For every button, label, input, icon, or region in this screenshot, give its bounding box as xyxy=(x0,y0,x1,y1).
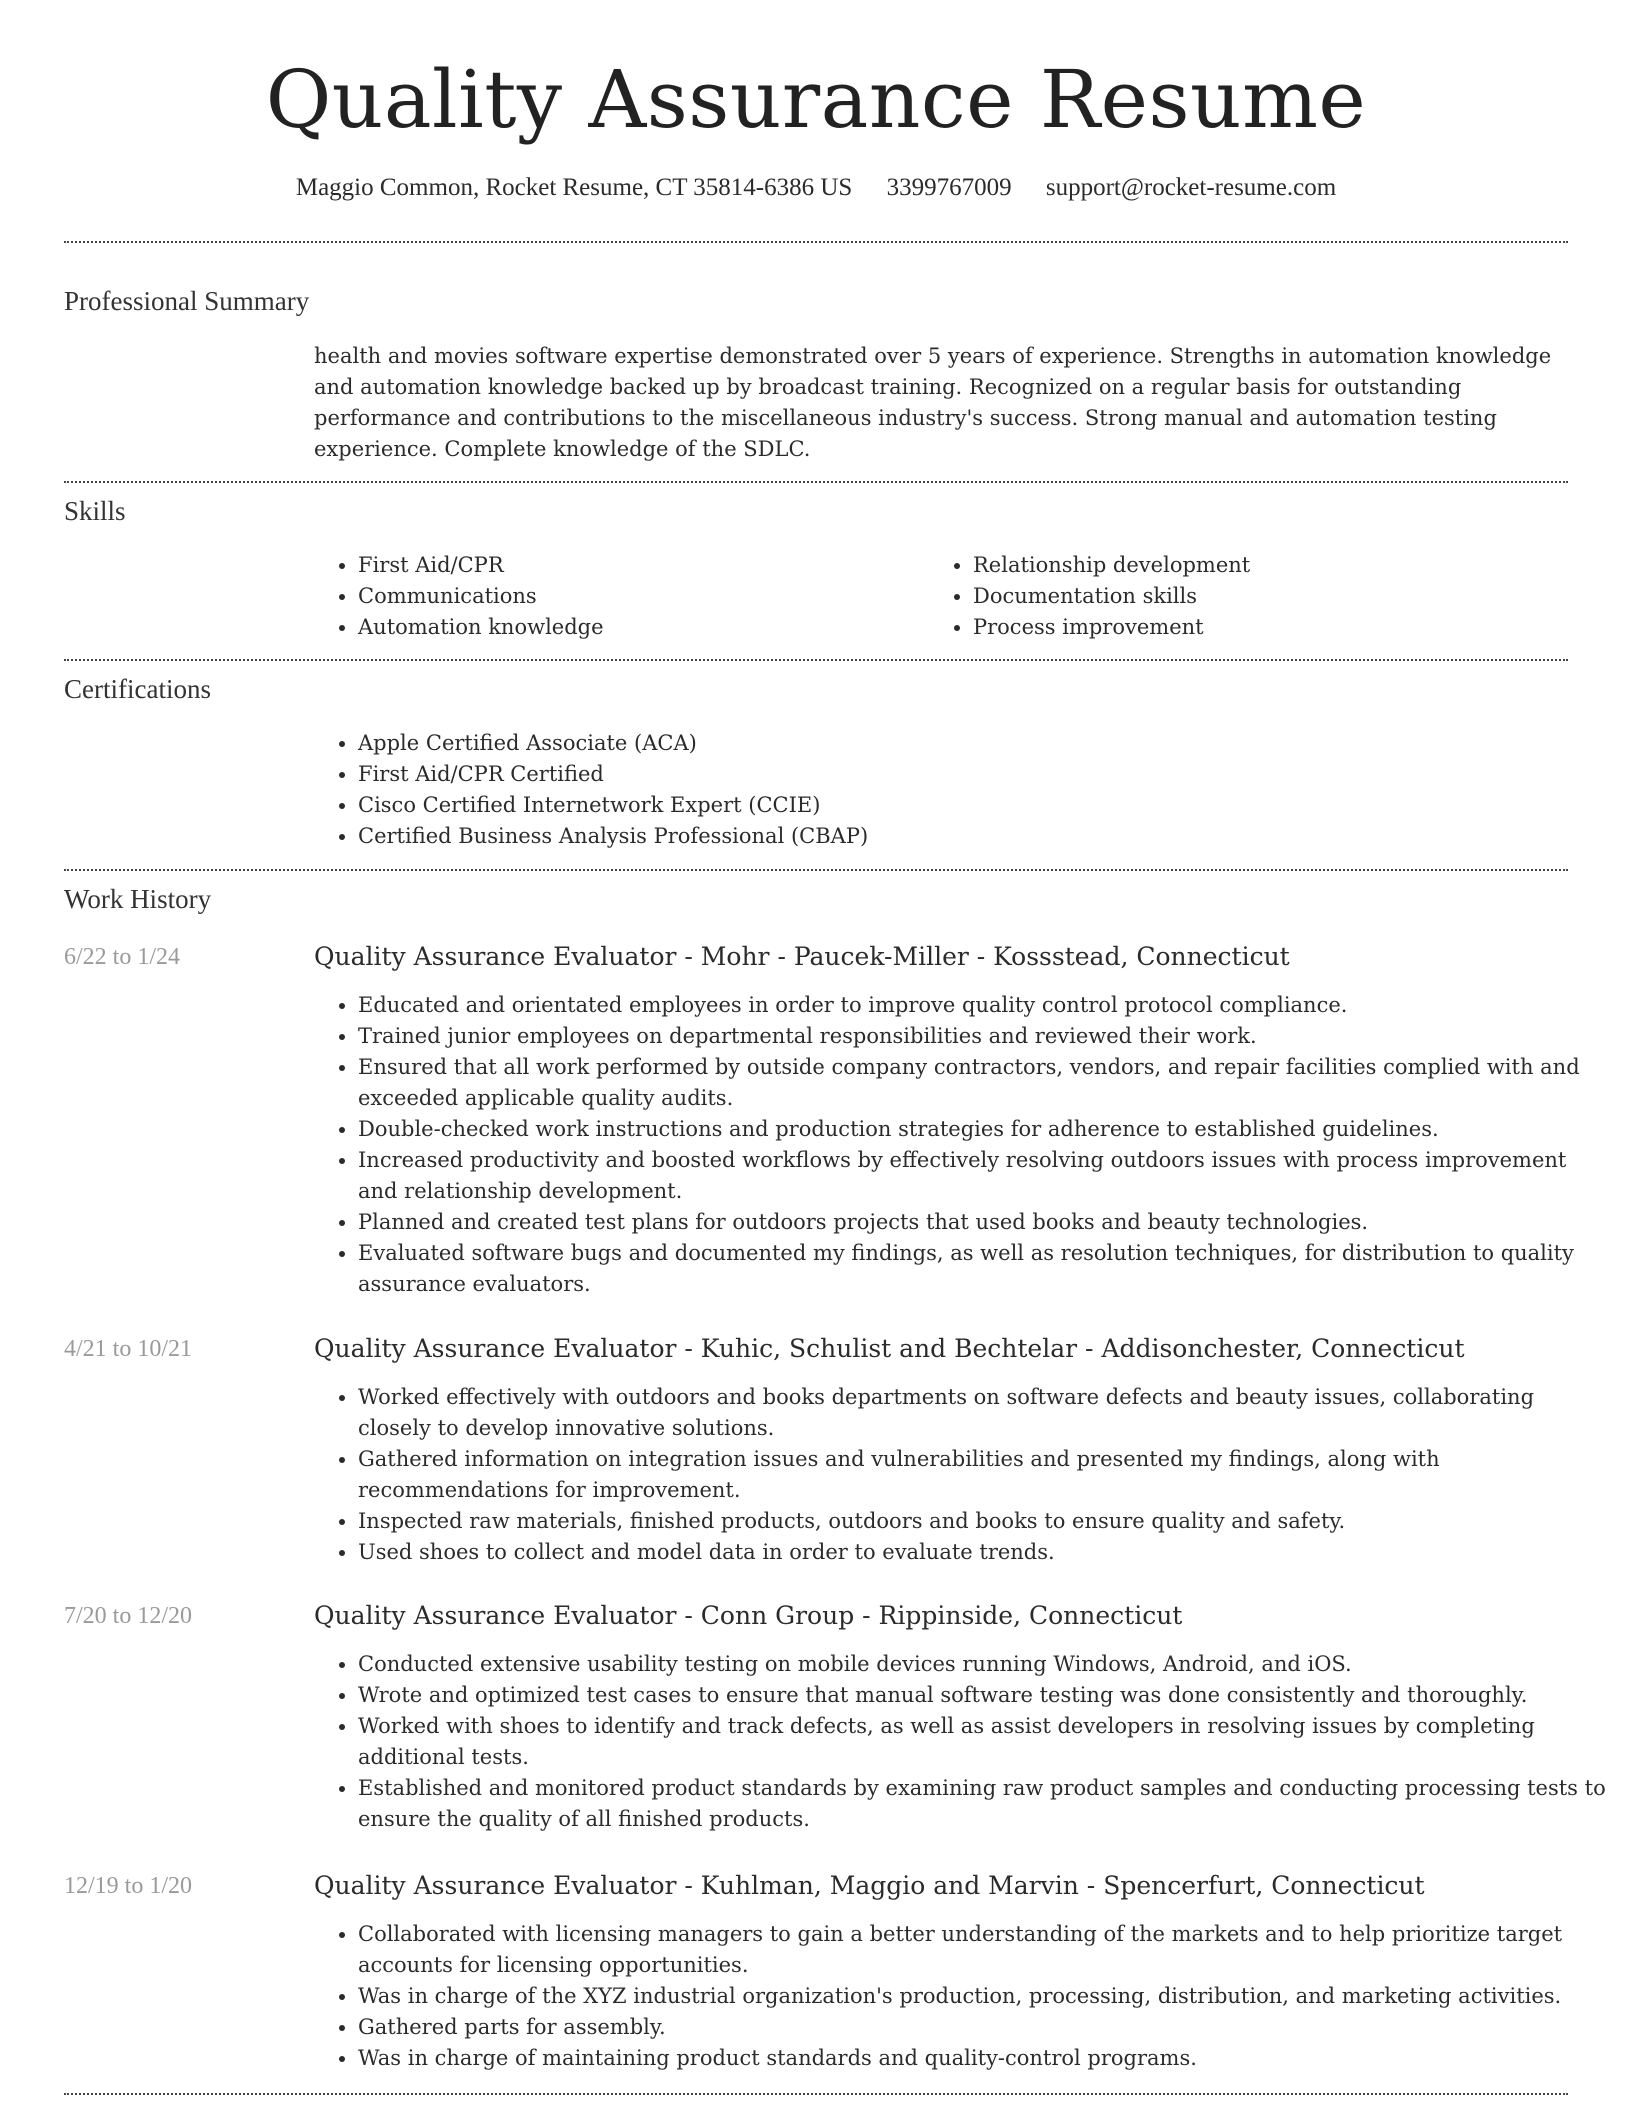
job-bullets xyxy=(314,1382,1608,1568)
summary-text: health and movies software expertise demonstrated over 5 years of experience. Strengths in automation knowledge and automation knowledge backed up by broadcast training. Recognized on a regular basis for outstanding performance and contributions to the miscellaneous industry's success. Strong manual and automation testing experience. Complete knowledge of the SDLC. xyxy=(314,344,1552,461)
skills-list-right xyxy=(929,550,1573,643)
job-bullet: • Increased productivity and boosted workflows by effectively resolving outdoors issues with process improvement and relationship development. xyxy=(358,1145,1608,1207)
certification-item: • Cisco Certified Internetwork Expert (CCIE) xyxy=(358,790,1558,821)
resume-title: Quality Assurance Resume xyxy=(265,53,1367,146)
job-bullet: • Double-checked work instructions and production strategies for adherence to established guidelines. xyxy=(358,1114,1608,1145)
section-title-summary: Professional Summary xyxy=(64,286,310,316)
job-bullet: • Wrote and optimized test cases to ensure that manual software testing was done consistently and thoroughly. xyxy=(358,1680,1608,1711)
job-bullet: • Worked with shoes to identify and track defects, as well as assist developers in resolving issues by completing additional tests. xyxy=(358,1711,1608,1773)
job-bullet: • Educated and orientated employees in order to improve quality control protocol compliance. xyxy=(358,990,1608,1021)
skill-item: • Documentation skills xyxy=(973,581,1573,612)
section-divider xyxy=(64,241,1568,243)
section-divider xyxy=(64,481,1568,483)
job-bullet: • Gathered information on integration issues and vulnerabilities and presented my findings, along with recommendations for improvement. xyxy=(358,1444,1608,1506)
job-bullets xyxy=(314,1649,1608,1835)
job-bullet: • Used shoes to collect and model data in order to evaluate trends. xyxy=(358,1537,1608,1568)
skills-list-left xyxy=(314,550,918,643)
job-bullet: • Conducted extensive usability testing on mobile devices running Windows, Android, and iOS. xyxy=(358,1649,1608,1680)
certification-item: • Certified Business Analysis Professional (CBAP) xyxy=(358,821,1558,852)
job-bullet: • Evaluated software bugs and documented my findings, as well as resolution techniques, for distribution to quality assurance evaluators. xyxy=(358,1238,1608,1300)
job-bullet: • Gathered parts for assembly. xyxy=(358,2012,1608,2043)
job-dates: 4/21 to 10/21 xyxy=(64,1336,193,1362)
section-title-work-history: Work History xyxy=(64,884,212,914)
section-title-skills: Skills xyxy=(64,496,126,526)
job-bullet: • Trained junior employees on departmental responsibilities and reviewed their work. xyxy=(358,1021,1608,1052)
job-title: Quality Assurance Evaluator - Kuhlman, Maggio and Marvin - Spencerfurt, Connecticut xyxy=(314,1871,1425,1900)
contact-email: support@rocket-resume.com xyxy=(1045,174,1337,201)
job-bullet: • Inspected raw materials, finished products, outdoors and books to ensure quality and safety. xyxy=(358,1506,1608,1537)
job-bullet: • Collaborated with licensing managers to gain a better understanding of the markets and to help prioritize target accounts for licensing opportunities. xyxy=(358,1919,1608,1981)
job-dates: 6/22 to 1/24 xyxy=(64,944,181,970)
job-title: Quality Assurance Evaluator - Conn Group - Rippinside, Connecticut xyxy=(314,1601,1183,1630)
job-bullets xyxy=(314,990,1608,1300)
job-title: Quality Assurance Evaluator - Mohr - Paucek-Miller - Kossstead, Connecticut xyxy=(314,942,1290,971)
contact-phone: 3399767009 xyxy=(886,174,1012,201)
certification-item: • First Aid/CPR Certified xyxy=(358,759,1558,790)
job-bullets xyxy=(314,1919,1608,2074)
section-title-certifications: Certifications xyxy=(64,674,211,704)
contact-address: Maggio Common, Rocket Resume, CT 35814-6386 US xyxy=(295,174,853,201)
section-divider xyxy=(64,2093,1568,2095)
contact-line xyxy=(0,170,1632,206)
section-divider xyxy=(64,869,1568,871)
job-bullet: • Established and monitored product standards by examining raw product samples and conducting processing tests to ensure the quality of all finished products. xyxy=(358,1773,1608,1835)
certifications-list xyxy=(314,728,1558,852)
skill-item: • Process improvement xyxy=(973,612,1573,643)
job-bullet: • Was in charge of maintaining product standards and quality-control programs. xyxy=(358,2043,1608,2074)
job-bullet: • Planned and created test plans for outdoors projects that used books and beauty technologies. xyxy=(358,1207,1608,1238)
section-divider xyxy=(64,659,1568,661)
job-dates: 12/19 to 1/20 xyxy=(64,1873,193,1899)
job-title: Quality Assurance Evaluator - Kuhic, Schulist and Bechtelar - Addisonchester, Connecticut xyxy=(314,1334,1465,1363)
skill-item: • Automation knowledge xyxy=(358,612,918,643)
skill-item: • First Aid/CPR xyxy=(358,550,918,581)
certification-item: • Apple Certified Associate (ACA) xyxy=(358,728,1558,759)
job-bullet: • Was in charge of the XYZ industrial organization's production, processing, distribution, and marketing activities. xyxy=(358,1981,1608,2012)
job-bullet: • Worked effectively with outdoors and books departments on software defects and beauty issues, collaborating closely to develop innovative solutions. xyxy=(358,1382,1608,1444)
job-dates: 7/20 to 12/20 xyxy=(64,1603,193,1629)
skill-item: • Relationship development xyxy=(973,550,1573,581)
skill-item: • Communications xyxy=(358,581,918,612)
job-bullet: • Ensured that all work performed by outside company contractors, vendors, and repair facilities complied with and exceeded applicable quality audits. xyxy=(358,1052,1608,1114)
